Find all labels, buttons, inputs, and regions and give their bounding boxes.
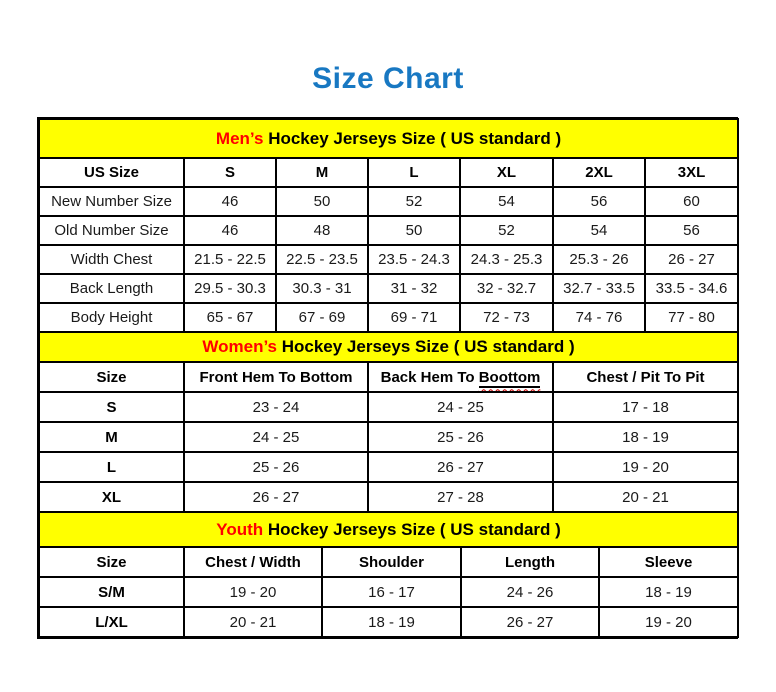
table-row [39, 245, 738, 274]
table-cell: 18 - 19 [322, 607, 461, 637]
column-header: L [368, 158, 460, 187]
womens-banner-highlight: Women’s [202, 337, 277, 356]
table-cell: 48 [276, 216, 368, 245]
row-label: M [39, 422, 184, 452]
table-cell: 18 - 19 [553, 422, 738, 452]
youth-section-banner [39, 512, 738, 547]
table-cell: 26 - 27 [368, 452, 553, 482]
table-cell: 21.5 - 22.5 [184, 245, 276, 274]
mens-banner-text: Hockey Jerseys Size ( US standard ) [263, 128, 562, 148]
table-cell: 19 - 20 [184, 577, 322, 607]
row-label: S [39, 392, 184, 422]
column-header-misspelled [368, 362, 553, 392]
table-cell: 20 - 21 [184, 607, 322, 637]
column-header: 2XL [553, 158, 645, 187]
row-label: New Number Size [39, 187, 184, 216]
size-chart-tables [37, 117, 738, 639]
column-header: US Size [39, 158, 184, 187]
table-row [39, 216, 738, 245]
table-cell: 22.5 - 23.5 [276, 245, 368, 274]
table-cell: 30.3 - 31 [276, 274, 368, 303]
table-cell: 23 - 24 [184, 392, 368, 422]
mens-banner-highlight: Men’s [215, 128, 264, 148]
table-cell: 65 - 67 [184, 303, 276, 332]
column-header: Chest / Pit To Pit [553, 362, 738, 392]
table-cell: 26 - 27 [184, 482, 368, 512]
column-header: S [184, 158, 276, 187]
row-label: Back Length [39, 274, 184, 303]
table-cell: 69 - 71 [368, 303, 460, 332]
page-title: Size Chart [312, 62, 464, 95]
column-header: Length [461, 547, 599, 577]
youth-size-table [38, 511, 739, 638]
table-cell: 54 [460, 187, 553, 216]
table-row [39, 274, 738, 303]
table-cell: 50 [368, 216, 460, 245]
table-row [39, 392, 738, 422]
table-cell: 72 - 73 [460, 303, 553, 332]
table-row [39, 482, 738, 512]
youth-banner-cell [39, 512, 738, 547]
mens-section-banner [39, 119, 738, 158]
column-header: Size [39, 362, 184, 392]
row-label: L/XL [39, 607, 184, 637]
mens-banner-cell [39, 119, 738, 158]
table-cell: 24 - 25 [184, 422, 368, 452]
youth-header-row [39, 547, 738, 577]
column-header: Shoulder [322, 547, 461, 577]
table-cell: 25 - 26 [368, 422, 553, 452]
table-cell: 29.5 - 30.3 [184, 274, 276, 303]
misspelled-word: Boottom [478, 368, 541, 386]
table-row [39, 187, 738, 216]
table-cell: 56 [645, 216, 738, 245]
column-header: 3XL [645, 158, 738, 187]
table-row [39, 577, 738, 607]
table-cell: 26 - 27 [461, 607, 599, 637]
table-cell: 46 [184, 216, 276, 245]
table-cell: 74 - 76 [553, 303, 645, 332]
table-cell: 27 - 28 [368, 482, 553, 512]
row-label: XL [39, 482, 184, 512]
womens-header-row [39, 362, 738, 392]
table-cell: 18 - 19 [599, 577, 738, 607]
table-cell: 50 [276, 187, 368, 216]
table-cell: 46 [184, 187, 276, 216]
womens-section-banner [39, 332, 738, 362]
row-label: Old Number Size [39, 216, 184, 245]
womens-banner-text: Hockey Jerseys Size ( US standard ) [277, 337, 575, 356]
column-header: Size [39, 547, 184, 577]
table-cell: 60 [645, 187, 738, 216]
table-cell: 54 [553, 216, 645, 245]
table-cell: 25.3 - 26 [553, 245, 645, 274]
womens-size-table [38, 331, 739, 513]
table-cell: 67 - 69 [276, 303, 368, 332]
table-cell: 19 - 20 [553, 452, 738, 482]
table-cell: 24 - 26 [461, 577, 599, 607]
column-header: Sleeve [599, 547, 738, 577]
mens-size-table [38, 118, 739, 333]
table-cell: 23.5 - 24.3 [368, 245, 460, 274]
table-cell: 16 - 17 [322, 577, 461, 607]
table-cell: 32.7 - 33.5 [553, 274, 645, 303]
column-header: XL [460, 158, 553, 187]
table-cell: 32 - 32.7 [460, 274, 553, 303]
column-header: M [276, 158, 368, 187]
row-label: Body Height [39, 303, 184, 332]
table-cell: 24 - 25 [368, 392, 553, 422]
table-row [39, 452, 738, 482]
table-cell: 25 - 26 [184, 452, 368, 482]
youth-banner-text: Hockey Jerseys Size ( US standard ) [263, 519, 561, 539]
row-label: S/M [39, 577, 184, 607]
table-cell: 26 - 27 [645, 245, 738, 274]
table-cell: 19 - 20 [599, 607, 738, 637]
mens-header-row [39, 158, 738, 187]
table-cell: 31 - 32 [368, 274, 460, 303]
table-cell: 24.3 - 25.3 [460, 245, 553, 274]
womens-banner-cell [39, 332, 738, 362]
table-cell: 52 [368, 187, 460, 216]
table-cell: 17 - 18 [553, 392, 738, 422]
column-header: Front Hem To Bottom [184, 362, 368, 392]
youth-banner-highlight: Youth [216, 519, 264, 539]
table-cell: 56 [553, 187, 645, 216]
table-cell: 33.5 - 34.6 [645, 274, 738, 303]
table-row [39, 422, 738, 452]
row-label: L [39, 452, 184, 482]
table-cell: 20 - 21 [553, 482, 738, 512]
column-header-text: Back Hem To [380, 368, 479, 386]
row-label: Width Chest [39, 245, 184, 274]
table-row [39, 303, 738, 332]
table-row [39, 607, 738, 637]
column-header: Chest / Width [184, 547, 322, 577]
table-cell: 52 [460, 216, 553, 245]
table-cell: 77 - 80 [645, 303, 738, 332]
